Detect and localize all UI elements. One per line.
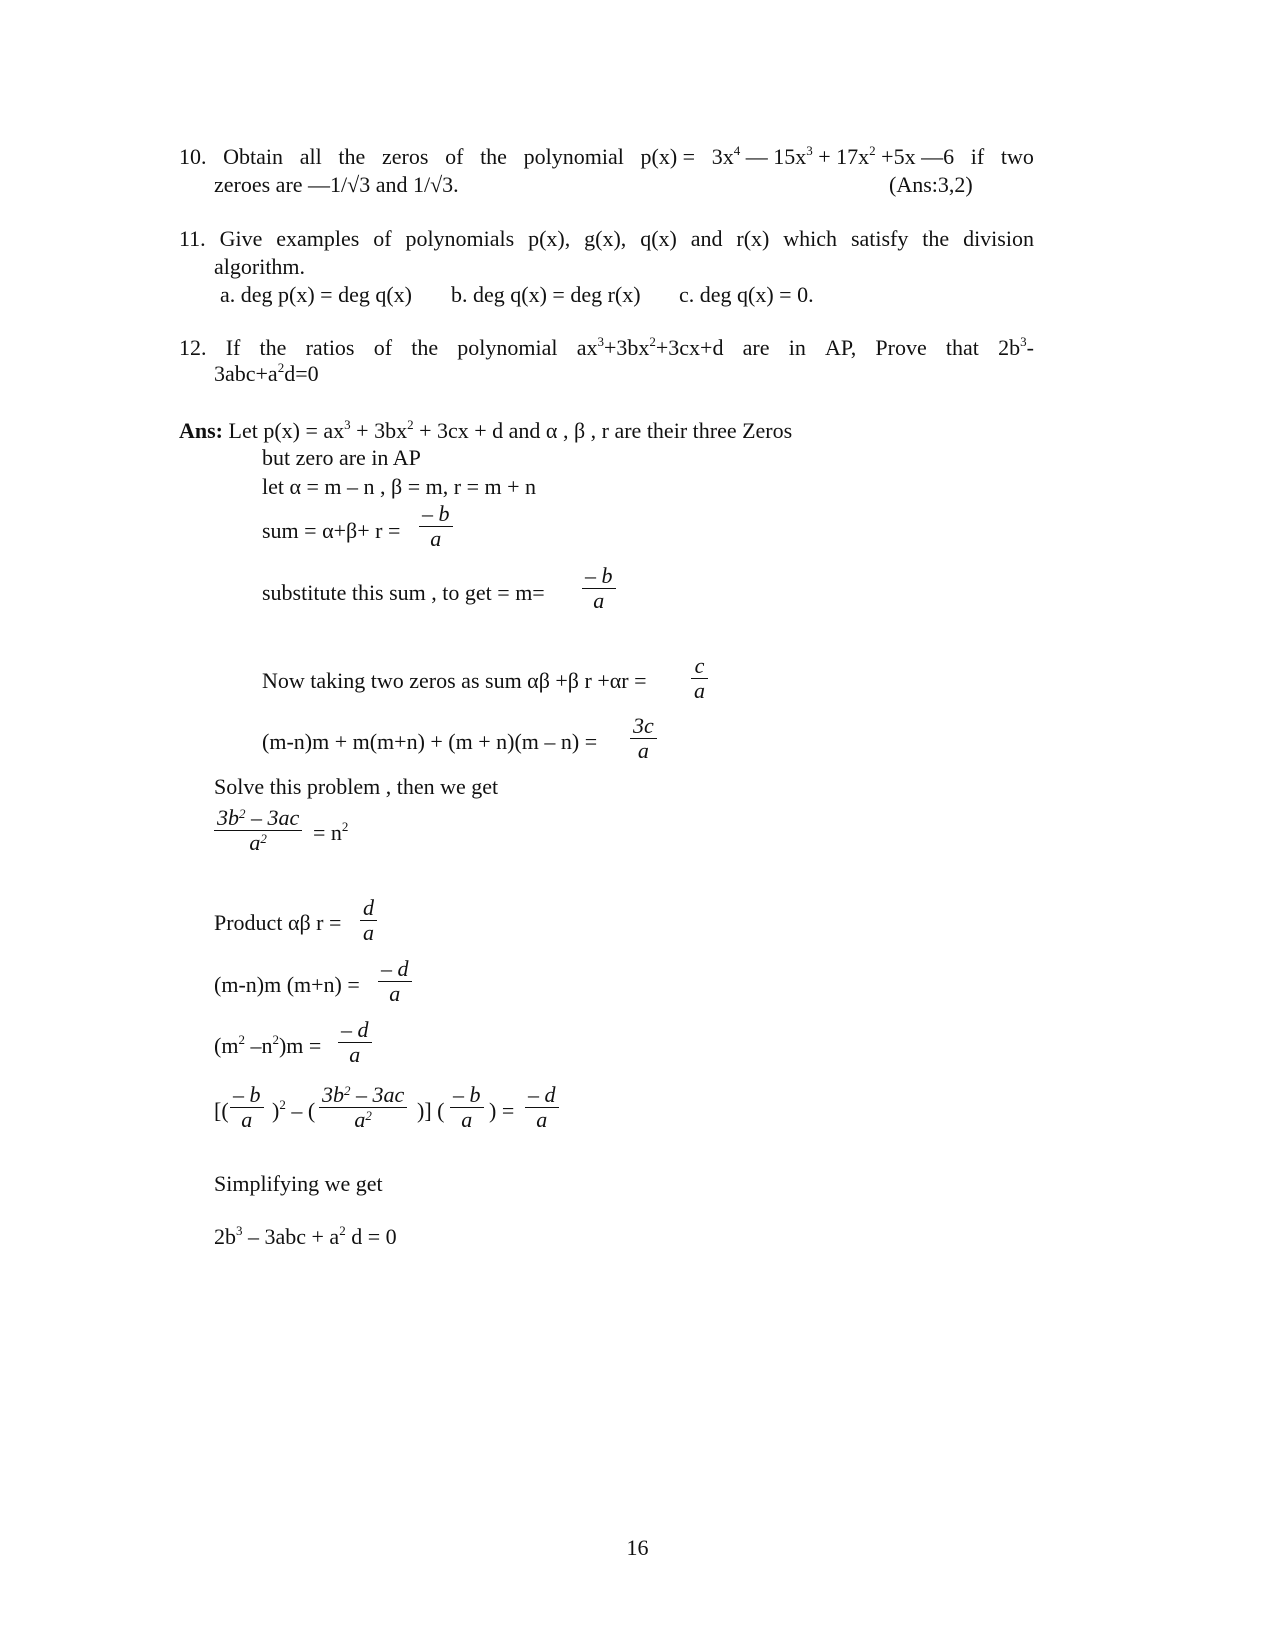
q11-word: Give xyxy=(219,226,263,251)
fraction-denominator: a xyxy=(461,1107,473,1132)
q12-word: Prove xyxy=(875,335,927,360)
big-equals: ) = xyxy=(489,1098,515,1123)
solve-text: Solve this problem , then we get xyxy=(214,774,499,799)
q12-word: ratios xyxy=(305,335,355,360)
product-text: Product αβ r = xyxy=(214,910,342,935)
product-fraction xyxy=(360,896,377,945)
q10-word: two xyxy=(1000,144,1034,169)
q12-word: AP, xyxy=(825,335,857,360)
final-result: $2b^3 - 3abc + a^2$ d = 0 xyxy=(214,1223,397,1249)
two-zeros-fraction xyxy=(691,654,708,703)
fraction-denominator: a xyxy=(593,588,605,613)
mm-expansion-fraction xyxy=(630,714,657,763)
q10-word: if xyxy=(970,144,985,169)
q12-word: are xyxy=(742,335,770,360)
answer-let-line: let α = m – n , β = m, r = m + n xyxy=(262,474,537,499)
q11-word: satisfy xyxy=(850,226,909,251)
fraction-numerator: – d xyxy=(338,1018,372,1043)
q11-word: examples xyxy=(276,226,360,251)
q12-tail: $2b^3-$ xyxy=(998,334,1034,360)
q12-word: the xyxy=(259,335,287,360)
substitute-fraction xyxy=(582,564,616,613)
n-squared-rhs: = $n^2$ xyxy=(313,819,349,845)
fraction-numerator: d xyxy=(360,896,377,921)
mm-expansion-text: (m-n)m + m(m+n) + (m + n)(m – n) = xyxy=(262,729,598,754)
fraction-numerator: – b xyxy=(582,564,616,589)
fraction-numerator: 3c xyxy=(630,714,657,739)
q12-word: polynomial xyxy=(457,335,558,360)
fraction-denominator: a xyxy=(389,981,401,1006)
product-factored-text: ($m^2$ $-n^2)m$ = xyxy=(214,1032,322,1058)
q10-word: zeros xyxy=(381,144,429,169)
fraction-numerator: $3b^2 - 3ac$ xyxy=(319,1083,407,1108)
q12-line-1 xyxy=(179,335,1034,361)
q11-word: r(x) xyxy=(736,226,770,251)
q10-polynomial: $3x^4$ — $15x^3 + 17x^2 +5x$ —6 xyxy=(711,143,955,169)
q10-number: 10. xyxy=(179,144,207,169)
fraction-denominator: a xyxy=(536,1107,548,1132)
product-expansion-fraction xyxy=(378,957,412,1006)
q12-word: the xyxy=(411,335,439,360)
q11-word: and xyxy=(690,226,723,251)
answer-intro: Ans: Let $p(x) = ax^3 + 3bx^2 + 3cx + d$ and α , β , r are their three Zeros xyxy=(179,417,793,443)
q10-line-1 xyxy=(179,144,1034,170)
q11-option-a: a. deg p(x) = deg q(x) xyxy=(220,282,413,307)
two-zeros-text: Now taking two zeros as sum αβ +β r +αr = xyxy=(262,668,647,693)
n-squared-fraction xyxy=(214,806,302,855)
fraction-denominator: a xyxy=(363,920,374,945)
q11-word: p(x), xyxy=(528,226,571,251)
fraction-denominator: a xyxy=(241,1107,253,1132)
q10-word: of xyxy=(445,144,464,169)
big-square-minus: )$^2$ – ( xyxy=(272,1097,316,1123)
fraction-denominator: $a^2$ xyxy=(249,830,267,855)
q10-word: all xyxy=(299,144,322,169)
fraction-numerator: – b xyxy=(419,502,453,527)
q10-word: the xyxy=(338,144,366,169)
fraction-numerator: – b xyxy=(450,1083,484,1108)
q12-word: If xyxy=(225,335,241,360)
fraction-denominator: $a^2$ xyxy=(354,1107,372,1132)
q11-option-b: b. deg q(x) = deg r(x) xyxy=(451,282,641,307)
q12-number: 12. xyxy=(179,335,207,360)
fraction-numerator: – d xyxy=(378,957,412,982)
fraction-denominator: a xyxy=(349,1042,361,1067)
answer-label: Ans: xyxy=(179,418,224,443)
q11-line-2: algorithm. xyxy=(214,254,306,279)
page-number: 16 xyxy=(626,1535,649,1560)
q11-number: 11. xyxy=(179,226,206,251)
big-fraction-2 xyxy=(319,1083,407,1132)
fraction-numerator: – d xyxy=(525,1083,559,1108)
q12-word: in xyxy=(788,335,806,360)
q10-word: p(x) = xyxy=(640,144,696,169)
big-fraction-3 xyxy=(450,1083,484,1132)
sum-text: sum = α+β+ r = xyxy=(262,518,401,543)
q11-word: the xyxy=(922,226,950,251)
big-fraction-1 xyxy=(230,1083,264,1132)
product-factored-fraction xyxy=(338,1018,372,1067)
substitute-text: substitute this sum , to get = m= xyxy=(262,580,545,605)
q11-word: g(x), xyxy=(584,226,627,251)
q11-word: polynomials xyxy=(405,226,515,251)
q10-word: polynomial xyxy=(523,144,624,169)
q11-word: division xyxy=(963,226,1034,251)
simplifying-text: Simplifying we get xyxy=(214,1171,383,1196)
q12-word: of xyxy=(373,335,393,360)
answer-ap-line: but zero are in AP xyxy=(262,445,421,470)
q11-word: which xyxy=(783,226,838,251)
product-expansion-text: (m-n)m (m+n) = xyxy=(214,972,360,997)
q10-word: the xyxy=(480,144,507,169)
fraction-numerator: $3b^2 - 3ac$ xyxy=(214,806,302,831)
fraction-denominator: a xyxy=(430,526,442,551)
q10-word: Obtain xyxy=(223,144,284,169)
q11-word: of xyxy=(373,226,392,251)
fraction-numerator: c xyxy=(691,654,708,679)
q11-line-1 xyxy=(179,226,1034,252)
fraction-denominator: a xyxy=(694,678,705,703)
q10-line-2: zeroes are —1/√3 and 1/√3. xyxy=(214,172,459,197)
big-mid: )] ( xyxy=(417,1098,445,1123)
q12-polynomial: $ax^3+3bx^2+3cx+d$ xyxy=(576,334,724,360)
fraction-denominator: a xyxy=(637,738,649,763)
q10-answer: (Ans:3,2) xyxy=(889,172,973,197)
q11-word: q(x) xyxy=(640,226,677,251)
q12-line-2: $3abc+a^2d=0$ xyxy=(214,360,319,386)
q12-word: that xyxy=(945,335,979,360)
big-open-bracket: [( xyxy=(214,1098,229,1123)
fraction-numerator: – b xyxy=(230,1083,264,1108)
sum-fraction xyxy=(419,502,453,551)
q11-option-c: c. deg q(x) = 0. xyxy=(679,282,814,307)
big-fraction-4 xyxy=(525,1083,559,1132)
